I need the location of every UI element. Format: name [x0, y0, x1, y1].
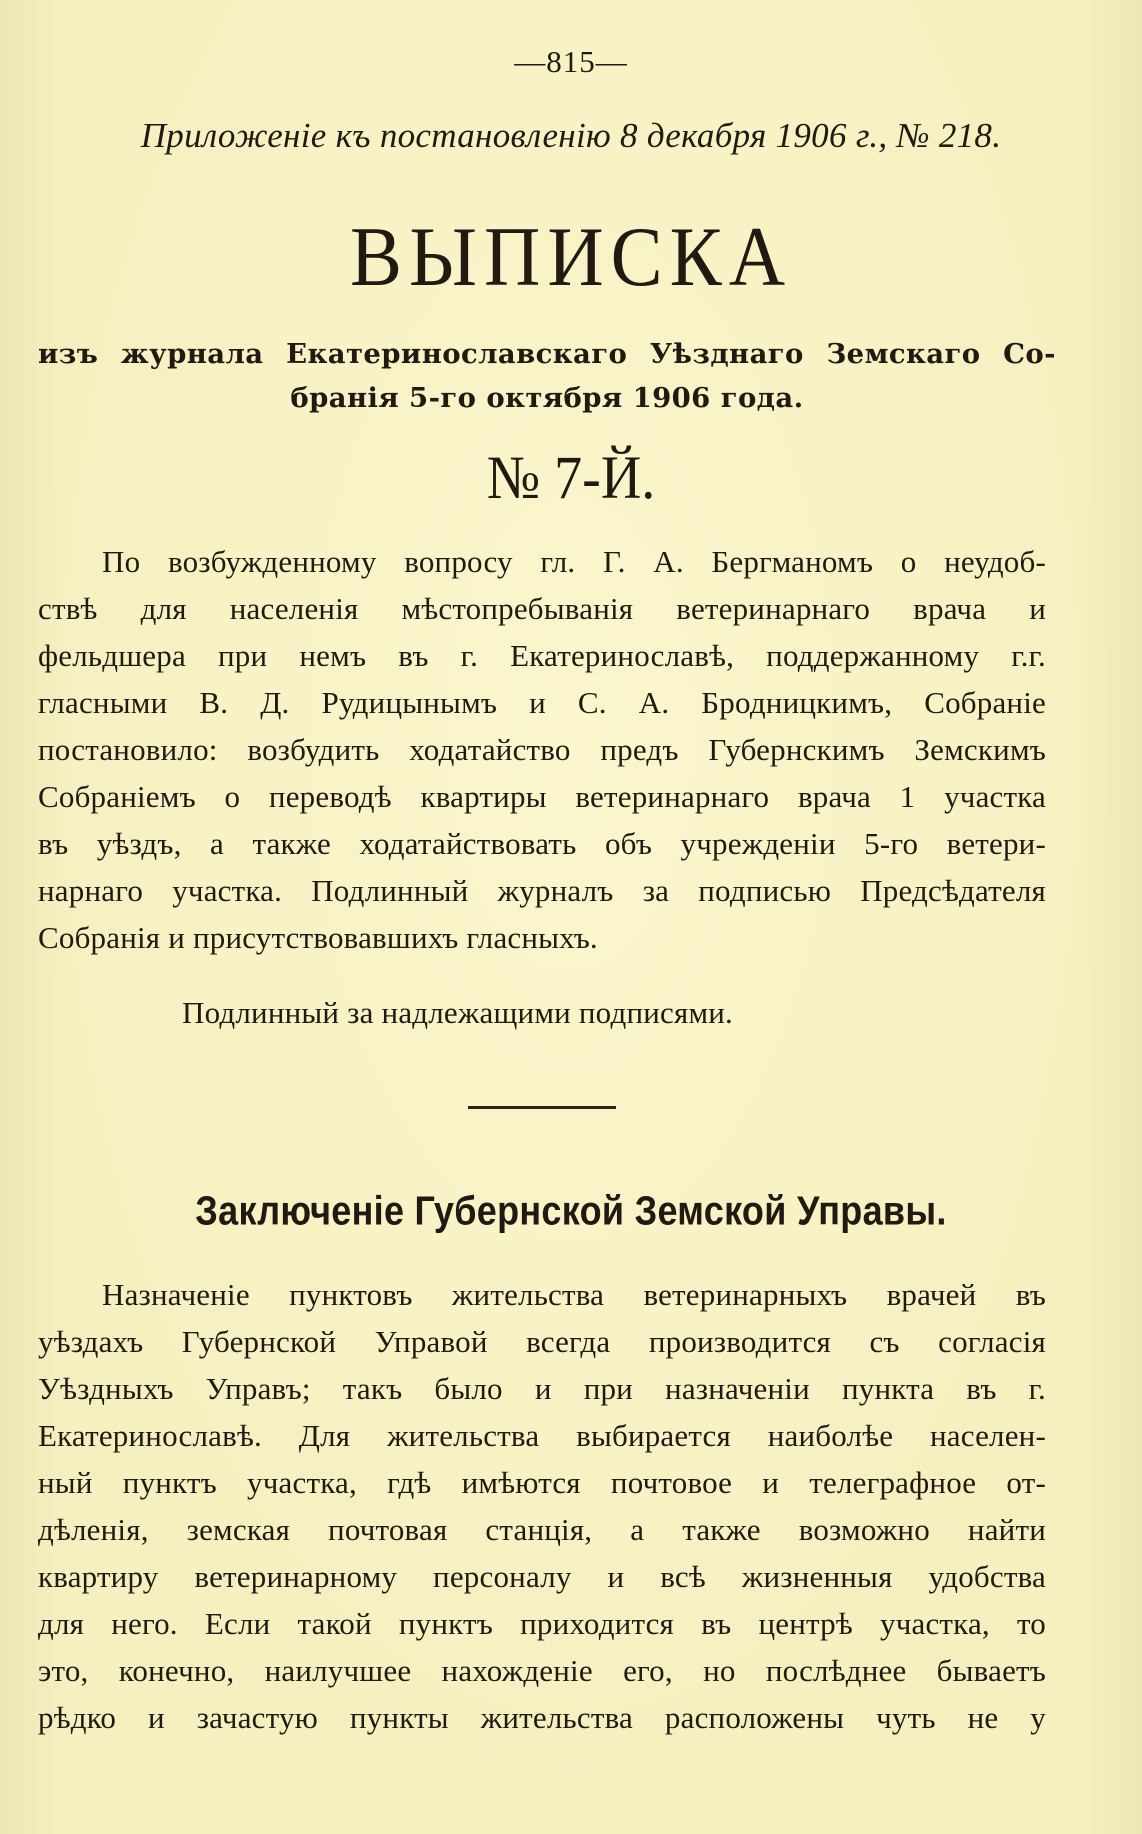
paragraph-line: квартиру ветеринарному персоналу и всѣ жизненныя удобства: [38, 1559, 1046, 1594]
paragraph-line: Екатеринославѣ. Для жительства выбирается наиболѣе населен-: [38, 1418, 1046, 1453]
paragraph-line: Уѣздныхъ Управъ; такъ было и при назначеніи пункта въ г.: [38, 1371, 1046, 1406]
paragraph-line: нарнаго участка. Подлинный журналъ за подписью Предсѣдателя: [38, 873, 1046, 908]
paragraph-line: рѣдко и зачастую пункты жительства расположены чуть не у: [38, 1700, 1046, 1735]
signature-note: Подлинный за надлежащими подписями.: [182, 995, 733, 1030]
section-divider: [468, 1106, 616, 1109]
conclusion-paragraph: [38, 1271, 1046, 1741]
paragraph-line: въ уѣздъ, а также ходатайствовать объ учрежденіи 5-го ветери-: [38, 826, 1046, 861]
document-title: ВЫПИСКА: [349, 209, 793, 304]
page-number: —815—: [514, 44, 628, 79]
document-number: № 7-Й.: [486, 443, 656, 513]
paragraph-line: Собраніемъ о переводѣ квартиры ветеринарнаго врача 1 участка: [38, 779, 1046, 814]
subtitle-line: бранія 5-го октября 1906 года.: [290, 382, 804, 414]
resolution-paragraph: [38, 538, 1046, 961]
paragraph-line: дѣленія, земская почтовая станція, а также возможно найти: [38, 1512, 1046, 1547]
paragraph-line: это, конечно, наилучшее нахожденіе его, но послѣднее бываетъ: [38, 1653, 1046, 1688]
paragraph-line: постановило: возбудить ходатайство предъ Губернскимъ Земскимъ: [38, 732, 1046, 767]
paragraph-line: По возбужденному вопросу гл. Г. А. Бергманомъ о неудоб-: [102, 544, 1046, 579]
paragraph-line: Назначеніе пунктовъ жительства ветеринарныхъ врачей въ: [102, 1277, 1046, 1312]
paragraph-line: Собранія и присутствовавшихъ гласныхъ.: [38, 920, 598, 955]
paragraph-line: ный пунктъ участка, гдѣ имѣются почтовое и телеграфное от-: [38, 1465, 1046, 1500]
document-subtitle: [38, 332, 1056, 420]
paragraph-line: ствѣ для населенія мѣстопребыванія ветеринарнаго врача и: [38, 591, 1046, 626]
paragraph-line: гласными В. Д. Рудицынымъ и С. А. Бродницкимъ, Собраніе: [38, 685, 1046, 720]
paragraph-line: фельдшера при немъ въ г. Екатеринославѣ, поддержанному г.г.: [38, 638, 1046, 673]
section-heading: Заключеніе Губернской Земской Управы.: [195, 1187, 947, 1234]
paragraph-line: для него. Если такой пунктъ приходится въ центрѣ участка, то: [38, 1606, 1046, 1641]
paragraph-line: уѣздахъ Губернской Управой всегда производится съ согласія: [38, 1324, 1046, 1359]
appendix-reference: Приложеніе къ постановленію 8 декабря 1906 г., № 218.: [140, 116, 1002, 155]
subtitle-line: изъ журнала Екатеринославскаго Уѣзднаго Земскаго Со-: [38, 338, 1056, 370]
